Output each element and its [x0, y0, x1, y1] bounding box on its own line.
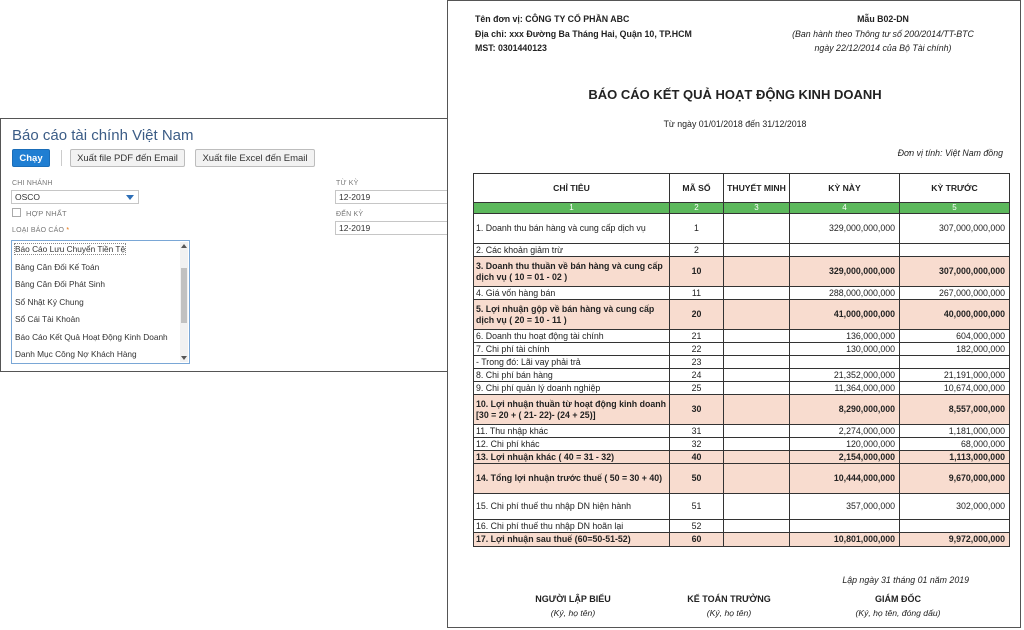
consolidated-checkbox[interactable] — [12, 208, 21, 217]
cell-current: 329,000,000,000 — [790, 214, 900, 244]
company-tax-code: MST: 0301440123 — [475, 43, 547, 53]
cell-previous: 182,000,000 — [900, 343, 1010, 356]
cell-note — [724, 330, 790, 343]
cell-code: 23 — [670, 356, 724, 369]
report-date-line: Lập ngày 31 tháng 01 năm 2019 — [842, 575, 969, 585]
signature-preparer-title: NGƯỜI LẬP BIỂU — [535, 594, 611, 604]
cell-previous: 302,000,000 — [900, 494, 1010, 520]
signature-director-title: GIÁM ĐỐC — [875, 594, 921, 604]
cell-current: 21,352,000,000 — [790, 369, 900, 382]
cell-current: 357,000,000 — [790, 494, 900, 520]
cell-code: 31 — [670, 425, 724, 438]
to-period-label: ĐẾN KỲ — [336, 211, 364, 218]
table-row — [474, 244, 1010, 257]
export-pdf-email-button[interactable]: Xuất file PDF đến Email — [70, 149, 185, 167]
export-excel-email-button[interactable]: Xuất file Excel đến Email — [195, 149, 315, 167]
cell-note — [724, 451, 790, 464]
table-row — [474, 438, 1010, 451]
consolidated-label: HỢP NHẤT — [26, 209, 67, 218]
cell-code: 11 — [670, 287, 724, 300]
cell-item: 13. Lợi nhuận khác ( 40 = 31 - 32) — [474, 451, 670, 464]
table-row — [474, 330, 1010, 343]
cell-code: 24 — [670, 369, 724, 382]
cell-note — [724, 425, 790, 438]
cell-code: 32 — [670, 438, 724, 451]
cell-code: 2 — [670, 244, 724, 257]
col-header-code: MÃ SỐ — [670, 174, 724, 203]
table-row — [474, 300, 1010, 330]
cell-current — [790, 356, 900, 369]
cell-code: 1 — [670, 214, 724, 244]
cell-item: 12. Chi phí khác — [474, 438, 670, 451]
cell-current: 10,444,000,000 — [790, 464, 900, 494]
cell-item: 4. Giá vốn hàng bán — [474, 287, 670, 300]
cell-code: 25 — [670, 382, 724, 395]
form-code: Mẫu B02-DN — [857, 14, 909, 24]
cell-note — [724, 369, 790, 382]
cell-note — [724, 395, 790, 425]
cell-current: 41,000,000,000 — [790, 300, 900, 330]
cell-previous: 21,191,000,000 — [900, 369, 1010, 382]
list-item[interactable]: Sổ Cái Tài Khoản — [15, 314, 80, 324]
report-title: BÁO CÁO KẾT QUẢ HOẠT ĐỘNG KINH DOANH — [588, 87, 882, 102]
cell-item: 3. Doanh thu thuần về bán hàng và cung cấp dịch vụ ( 10 = 01 - 02 ) — [474, 257, 670, 287]
table-row — [474, 343, 1010, 356]
cell-previous: 267,000,000,000 — [900, 287, 1010, 300]
list-item[interactable]: Danh Mục Công Nợ Khách Hàng — [15, 349, 137, 359]
cell-current — [790, 244, 900, 257]
cell-item: 1. Doanh thu bán hàng và cung cấp dịch vụ — [474, 214, 670, 244]
signature-chief-accountant-title: KẾ TOÁN TRƯỞNG — [687, 594, 771, 604]
cell-code: 52 — [670, 520, 724, 533]
cell-previous: 40,000,000,000 — [900, 300, 1010, 330]
table-row — [474, 395, 1010, 425]
table-row — [474, 494, 1010, 520]
branch-select[interactable] — [11, 190, 139, 204]
cell-note — [724, 520, 790, 533]
table-row — [474, 520, 1010, 533]
col-number: 1 — [474, 203, 670, 214]
list-item[interactable]: Sổ Nhật Ký Chung — [15, 297, 84, 307]
col-number: 2 — [670, 203, 724, 214]
cell-previous: 10,674,000,000 — [900, 382, 1010, 395]
cell-item: 17. Lợi nhuận sau thuế (60=50-51-52) — [474, 533, 670, 547]
cell-item: 2. Các khoản giảm trừ — [474, 244, 670, 257]
cell-item: 15. Chi phí thuế thu nhập DN hiện hành — [474, 494, 670, 520]
list-item[interactable]: Báo Cáo Lưu Chuyển Tiền Tệ — [15, 244, 126, 254]
company-address: Địa chỉ: xxx Đường Ba Tháng Hai, Quận 10, TP.HCM — [475, 29, 692, 39]
listbox-scrollbar[interactable] — [180, 242, 188, 362]
table-row — [474, 464, 1010, 494]
signature-preparer-note: (Ký, họ tên) — [550, 608, 596, 618]
cell-item: - Trong đó: Lãi vay phải trả — [474, 356, 670, 369]
cell-code: 22 — [670, 343, 724, 356]
report-type-listbox[interactable] — [11, 240, 190, 364]
required-mark: * — [66, 227, 70, 234]
cell-item: 10. Lợi nhuận thuần từ hoạt động kinh doanh [30 = 20 + ( 21- 22)- (24 + 25)] — [474, 395, 670, 425]
col-header-current: KỲ NÀY — [790, 174, 900, 203]
currency-unit: Đơn vị tính: Việt Nam đồng — [897, 148, 1003, 158]
from-period-input[interactable]: 12-2019 — [335, 190, 451, 204]
col-number: 5 — [900, 203, 1010, 214]
cell-previous: 307,000,000,000 — [900, 257, 1010, 287]
col-number: 3 — [724, 203, 790, 214]
cell-item: 9. Chi phí quản lý doanh nghiệp — [474, 382, 670, 395]
toolbar-divider — [61, 150, 62, 166]
income-statement-report — [447, 0, 1021, 628]
cell-previous: 1,113,000,000 — [900, 451, 1010, 464]
col-header-previous: KỲ TRƯỚC — [900, 174, 1010, 203]
table-row — [474, 356, 1010, 369]
cell-previous: 1,181,000,000 — [900, 425, 1010, 438]
signature-director-note: (Ký, họ tên, đóng dấu) — [855, 608, 941, 618]
cell-current: 2,154,000,000 — [790, 451, 900, 464]
form-issued-line1: (Ban hành theo Thông tư số 200/2014/TT-BTC — [792, 29, 974, 39]
col-number: 4 — [790, 203, 900, 214]
cell-note — [724, 438, 790, 451]
cell-current: 120,000,000 — [790, 438, 900, 451]
cell-code: 40 — [670, 451, 724, 464]
cell-current: 11,364,000,000 — [790, 382, 900, 395]
cell-previous — [900, 244, 1010, 257]
cell-current: 329,000,000,000 — [790, 257, 900, 287]
cell-note — [724, 382, 790, 395]
cell-code: 30 — [670, 395, 724, 425]
cell-current: 130,000,000 — [790, 343, 900, 356]
table-row — [474, 214, 1010, 244]
cell-code: 50 — [670, 464, 724, 494]
scroll-up-icon[interactable] — [181, 244, 187, 248]
chevron-down-icon — [126, 195, 134, 200]
cell-item: 8. Chi phí bán hàng — [474, 369, 670, 382]
table-row — [474, 382, 1010, 395]
cell-previous: 604,000,000 — [900, 330, 1010, 343]
cell-current: 288,000,000,000 — [790, 287, 900, 300]
cell-item: 11. Thu nhập khác — [474, 425, 670, 438]
cell-note — [724, 343, 790, 356]
report-type-label-text: LOẠI BÁO CÁO — [12, 227, 65, 234]
scroll-down-icon[interactable] — [181, 356, 187, 360]
run-button[interactable]: Chạy — [12, 149, 50, 167]
cell-current: 8,290,000,000 — [790, 395, 900, 425]
cell-item: 5. Lợi nhuận gộp về bán hàng và cung cấp dịch vụ ( 20 = 10 - 11 ) — [474, 300, 670, 330]
cell-previous — [900, 520, 1010, 533]
cell-note — [724, 356, 790, 369]
signature-chief-accountant-note: (Ký, họ tên) — [706, 608, 752, 618]
cell-code: 60 — [670, 533, 724, 547]
cell-current: 136,000,000 — [790, 330, 900, 343]
report-period: Từ ngày 01/01/2018 đến 31/12/2018 — [663, 119, 807, 129]
cell-note — [724, 494, 790, 520]
table-row — [474, 451, 1010, 464]
cell-item: 14. Tổng lợi nhuận trước thuế ( 50 = 30 + 40) — [474, 464, 670, 494]
col-header-note: THUYẾT MINH — [724, 174, 790, 203]
branch-select-value: OSCO — [15, 192, 41, 202]
col-header-item: CHỈ TIÊU — [474, 174, 670, 203]
cell-item: 7. Chi phí tài chính — [474, 343, 670, 356]
cell-note — [724, 244, 790, 257]
income-statement-table — [473, 173, 1010, 547]
cell-item: 6. Doanh thu hoạt động tài chính — [474, 330, 670, 343]
cell-note — [724, 214, 790, 244]
table-row — [474, 257, 1010, 287]
cell-note — [724, 464, 790, 494]
from-period-label: TỪ KỲ — [336, 180, 359, 187]
cell-note — [724, 287, 790, 300]
cell-previous: 9,972,000,000 — [900, 533, 1010, 547]
cell-previous: 8,557,000,000 — [900, 395, 1010, 425]
cell-code: 51 — [670, 494, 724, 520]
company-name: Tên đơn vị: CÔNG TY CỔ PHẦN ABC — [475, 14, 630, 24]
report-type-label — [12, 227, 69, 234]
cell-current — [790, 520, 900, 533]
table-row — [474, 425, 1010, 438]
cell-current: 2,274,000,000 — [790, 425, 900, 438]
list-item[interactable]: Báo Cáo Kết Quả Hoạt Động Kinh Doanh — [15, 332, 168, 342]
list-item[interactable]: Bảng Cân Đối Kế Toán — [15, 262, 100, 272]
cell-item: 16. Chi phí thuế thu nhập DN hoãn lại — [474, 520, 670, 533]
branch-label: CHI NHÁNH — [12, 180, 53, 187]
cell-note — [724, 300, 790, 330]
to-period-input[interactable]: 12-2019 — [335, 221, 451, 235]
page-title: Báo cáo tài chính Việt Nam — [12, 127, 194, 144]
table-row — [474, 533, 1010, 547]
cell-previous: 9,670,000,000 — [900, 464, 1010, 494]
cell-code: 20 — [670, 300, 724, 330]
scrollbar-thumb[interactable] — [181, 268, 187, 323]
cell-previous — [900, 356, 1010, 369]
cell-current: 10,801,000,000 — [790, 533, 900, 547]
cell-code: 10 — [670, 257, 724, 287]
cell-previous: 68,000,000 — [900, 438, 1010, 451]
table-row — [474, 287, 1010, 300]
cell-note — [724, 257, 790, 287]
list-item[interactable]: Bảng Cân Đối Phát Sinh — [15, 279, 105, 289]
form-issued-line2: ngày 22/12/2014 của Bộ Tài chính) — [814, 43, 952, 53]
table-row — [474, 369, 1010, 382]
report-selector-window — [0, 118, 450, 372]
cell-note — [724, 533, 790, 547]
cell-code: 21 — [670, 330, 724, 343]
cell-previous: 307,000,000,000 — [900, 214, 1010, 244]
